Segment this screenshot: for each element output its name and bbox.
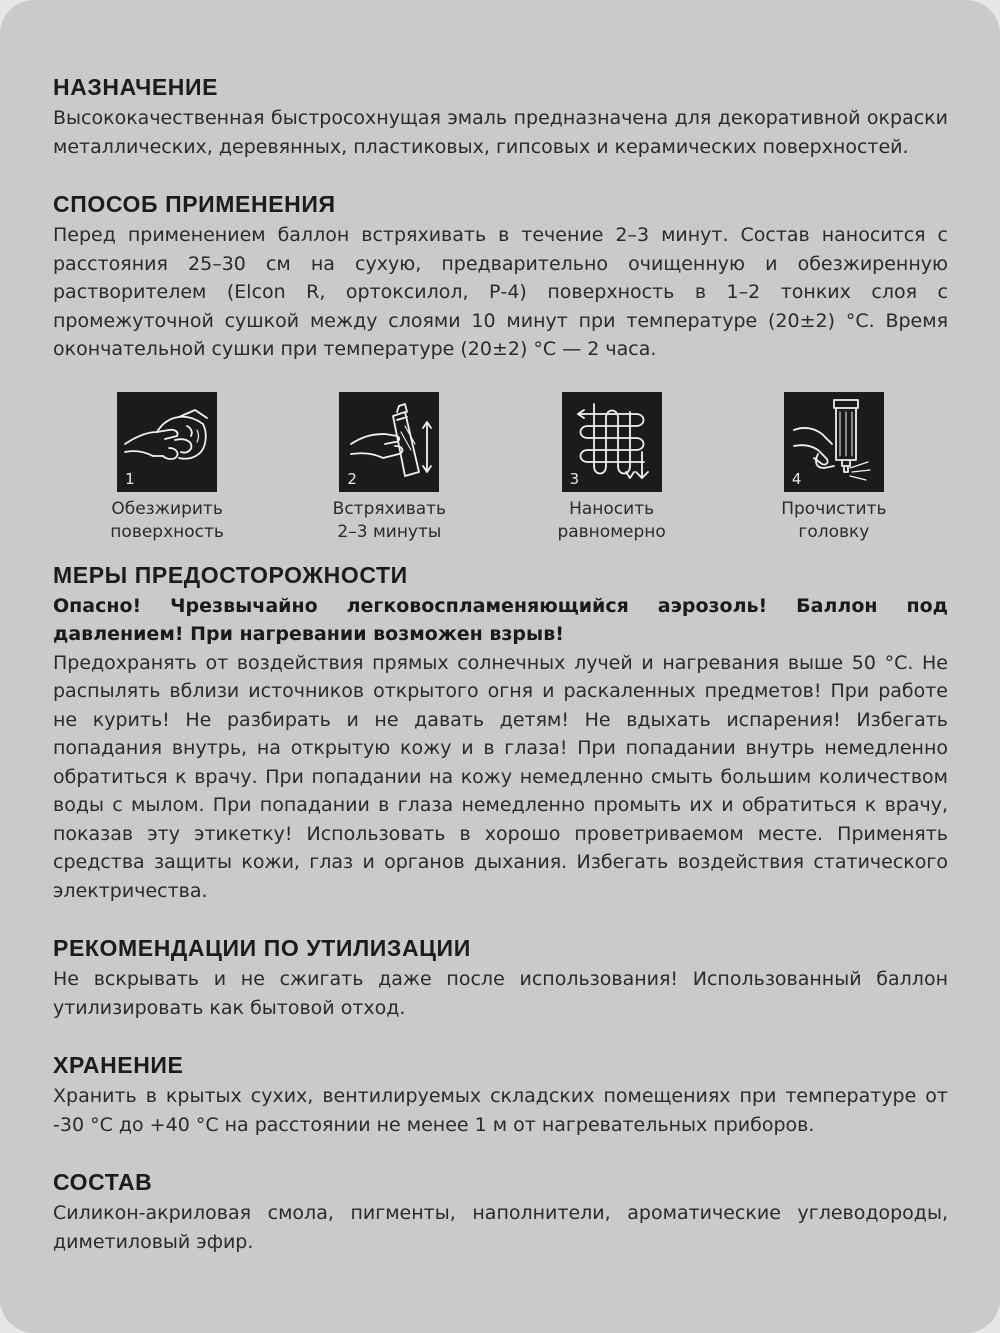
precautions-text: Предохранять от воздействия прямых солнечных лучей и нагревания выше 50 °С. Не распылять вблизи источников открытого огня и раскаленных предметов! При работе не курить! Не разбирать и не давать детям! Не вдыхать испарения! Избегать попадания внутрь, на открытую кожу и в глаза! При попадании внутрь немедленно обратиться к врачу. При попадании на кожу немедленно смыть большим количеством воды с мылом. При попадании в глаза немедленно промыть их и обратиться к врачу, показав эту этикетку! Использовать в хорошо проветриваемом месте. Применять средства защиты кожи, глаз и органов дыхания. Избегать воздействия статического электричества. — [53, 651, 948, 902]
step-4 — [723, 392, 945, 544]
composition-title: СОСТАВ — [53, 1169, 153, 1195]
step-number: 1 — [125, 469, 135, 488]
step-caption-line1: Встряхивать — [332, 498, 447, 519]
purpose-title: НАЗНАЧЕНИЕ — [53, 74, 219, 100]
step-caption-line1: Наносить — [569, 498, 655, 519]
step-number: 4 — [791, 469, 802, 488]
storage-text: Хранить в крытых сухих, вентилируемых складских помещениях при температуре от -30 °С до +40 °С на расстоянии не менее 1 м от нагревательных приборов. — [53, 1085, 948, 1136]
step-caption — [110, 498, 224, 544]
disposal-text: Не вскрывать и не сжигать даже после использования! Использованный баллон утилизировать как бытовой отход. — [53, 968, 948, 1019]
spray-pattern-icon — [562, 392, 662, 492]
disposal-title: РЕКОМЕНДАЦИИ ПО УТИЛИЗАЦИИ — [53, 935, 471, 961]
steps-row — [53, 392, 948, 544]
composition-section — [53, 1165, 948, 1256]
purpose-section — [53, 70, 948, 161]
step-caption-line2: равномерно — [557, 521, 666, 542]
purpose-text: Высококачественная быстросохнущая эмаль предназначена для декоративной окраски металлических, деревянных, пластиковых, гипсовых и керамических поверхностей. — [53, 107, 948, 158]
step-1 — [56, 392, 278, 544]
precautions-title: МЕРЫ ПРЕДОСТОРОЖНОСТИ — [53, 561, 408, 588]
precautions-warning: Опасно! Чрезвычайно легковоспламеняющийся аэрозоль! Баллон под давлением! При нагревании возможен взрыв! — [53, 594, 948, 645]
hand-wipe-icon — [117, 392, 217, 492]
step-caption — [557, 498, 665, 544]
disposal-section — [53, 931, 948, 1022]
step-number: 2 — [347, 469, 357, 488]
step-caption-line2: головку — [798, 521, 870, 542]
step-caption-line1: Прочистить — [781, 498, 887, 519]
application-section — [53, 187, 948, 364]
storage-section — [53, 1048, 948, 1139]
step-number: 3 — [569, 469, 580, 488]
step-caption — [781, 498, 886, 544]
step-caption-line1: Обезжирить — [111, 498, 223, 519]
storage-title: ХРАНЕНИЕ — [53, 1052, 184, 1078]
composition-text: Силикон-акриловая смола, пигменты, наполнители, ароматические углеводороды, диметиловый эфир. — [53, 1202, 948, 1253]
step-caption-line2: 2–3 минуты — [337, 521, 442, 542]
step-3 — [501, 392, 723, 544]
step-caption-line2: поверхность — [110, 521, 224, 542]
precautions-section — [53, 558, 948, 906]
step-caption — [333, 498, 446, 544]
application-text: Перед применением баллон встряхивать в течение 2–3 минут. Состав наносится с расстояния 25–30 см на сухую, предварительно очищенную и обезжиренную растворителем (Elcon R, ортоксилол, Р-4) поверхность в 1–2 тонких слоя с промежуточной сушкой между слоями 10 минут при температуре (20±2) °С. Время окончательной сушки при температуре (20±2) °С — 2 часа. — [53, 224, 948, 360]
step-2 — [278, 392, 500, 544]
shake-can-icon — [339, 392, 439, 492]
clean-nozzle-icon — [784, 392, 884, 492]
application-title: СПОСОБ ПРИМЕНЕНИЯ — [53, 191, 336, 217]
